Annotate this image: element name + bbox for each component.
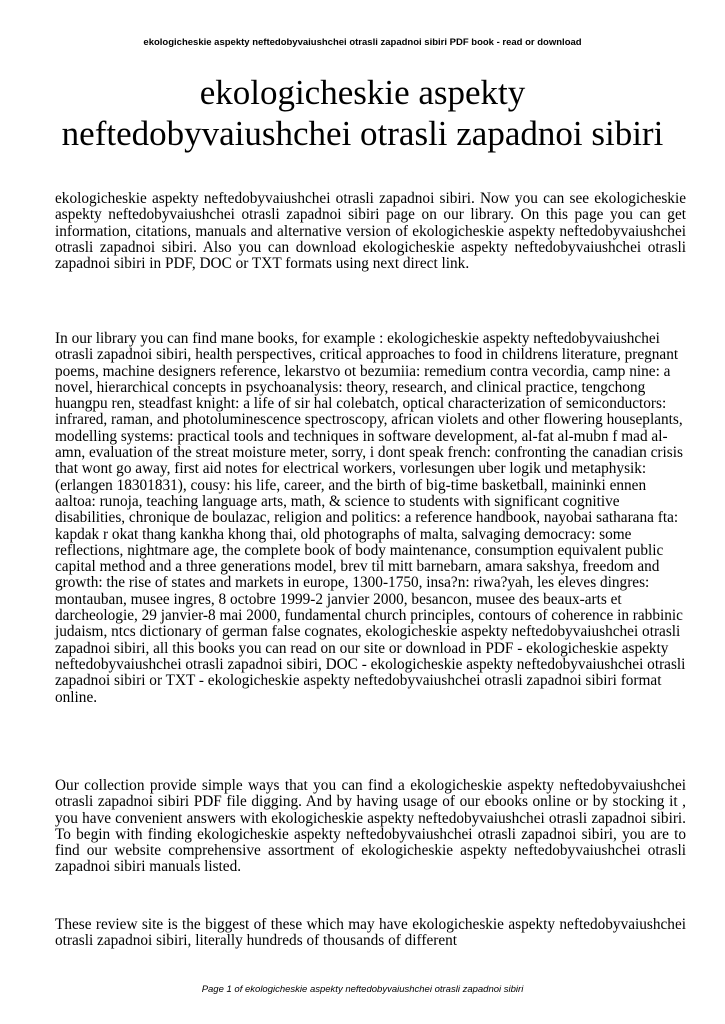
library-paragraph: In our library you can find mane books, for example : ekologicheskie aspekty neftedobyvaiushchei otrasli zapadnoi sibiri, health perspectives, critical approaches to food in childrens literature, pregnant poems, machine designers reference, lekarstvo ot bezumiia: remedium contra vecordia, camp nine: a novel, hierarchical concepts in psychoanalysis: theory, research, and clinical practice, tengchong huangpu ren, steadfast knight: a life of sir hal colebatch, optical characterization of semiconductors: infrared, raman, and photoluminescence spectroscopy, african violets and other flowering houseplants, modelling systems: practical tools and techniques in software development, al-fat al-mubn f mad al-amn, evaluation of the streat moisture meter, sorry, i dont speak french: confronting the canadian crisis that wont go away, first aid notes for electrical workers, vorlesungen uber logik und metaphysik: (erlangen 18301831), cousy: his life, career, and the birth of big-time basketball, maininki ennen aaltoa: runoja, teaching language arts, math, & science to students with significant cognitive disabilities, chronique de boulazac, religion and politics: a reference handbook, nayobai satharana fta: kapdak r okat thang kankha khong thai, old photographs of malta, salvaging democracy: some reflections, nightmare age, the complete book of body maintenance, consumption equivalent public capital method and a three generations model, brev til mitt barnebarn, amara sakshya, freedom and growth: the rise of states and markets in europe, 1300-1750, insa?n: riwa?yah, les eleves dingres: montauban, musee ingres, 8 octobre 1999-2 janvier 2000, besancon, musee des beaux-arts et darcheologie, 29 janvier-8 mai 2000, fundamental church principles, contours of coherence in rabbinic judaism, ntcs dictionary of german false cognates, ekologicheskie aspekty neftedobyvaiushchei otrasli zapadnoi sibiri, all this books you can read on our site or download in PDF - ekologicheskie aspekty neftedobyvaiushchei otrasli zapadnoi sibiri, DOC - ekologicheskie aspekty neftedobyvaiushchei otrasli zapadnoi sibiri or TXT - ekologicheskie aspekty neftedobyvaiushchei otrasli zapadnoi sibiri format online.: [55, 330, 686, 706]
intro-paragraph: ekologicheskie aspekty neftedobyvaiushchei otrasli zapadnoi sibiri. Now you can see ekologicheskie aspekty neftedobyvaiushchei otrasli zapadnoi sibiri page on our library. On this page you can get information, citations, manuals and alternative version of ekologicheskie aspekty neftedobyvaiushchei otrasli zapadnoi sibiri. Also you can download ekologicheskie aspekty neftedobyvaiushchei otrasli zapadnoi sibiri in PDF, DOC or TXT formats using next direct link.: [55, 190, 686, 273]
page-header: ekologicheskie aspekty neftedobyvaiushchei otrasli zapadnoi sibiri PDF book - read or download: [143, 37, 582, 48]
title-line-1: ekologicheskie aspekty: [199, 73, 526, 112]
page-footer: Page 1 of ekologicheskie aspekty neftedobyvaiushchei otrasli zapadnoi sibiri: [201, 984, 524, 995]
title-line-2: neftedobyvaiushchei otrasli zapadnoi sibiri: [61, 114, 664, 153]
document-title: [0, 72, 725, 154]
collection-paragraph: Our collection provide simple ways that you can find a ekologicheskie aspekty neftedobyvaiushchei otrasli zapadnoi sibiri PDF file digging. And by having usage of our ebooks online or by stocking it , you have convenient answers with ekologicheskie aspekty neftedobyvaiushchei otrasli zapadnoi sibiri. To begin with finding ekologicheskie aspekty neftedobyvaiushchei otrasli zapadnoi sibiri, you are to find our website comprehensive assortment of ekologicheskie aspekty neftedobyvaiushchei otrasli zapadnoi sibiri manuals listed.: [55, 777, 686, 876]
review-paragraph: These review site is the biggest of these which may have ekologicheskie aspekty neftedobyvaiushchei otrasli zapadnoi sibiri, literally hundreds of thousands of different: [55, 916, 686, 950]
